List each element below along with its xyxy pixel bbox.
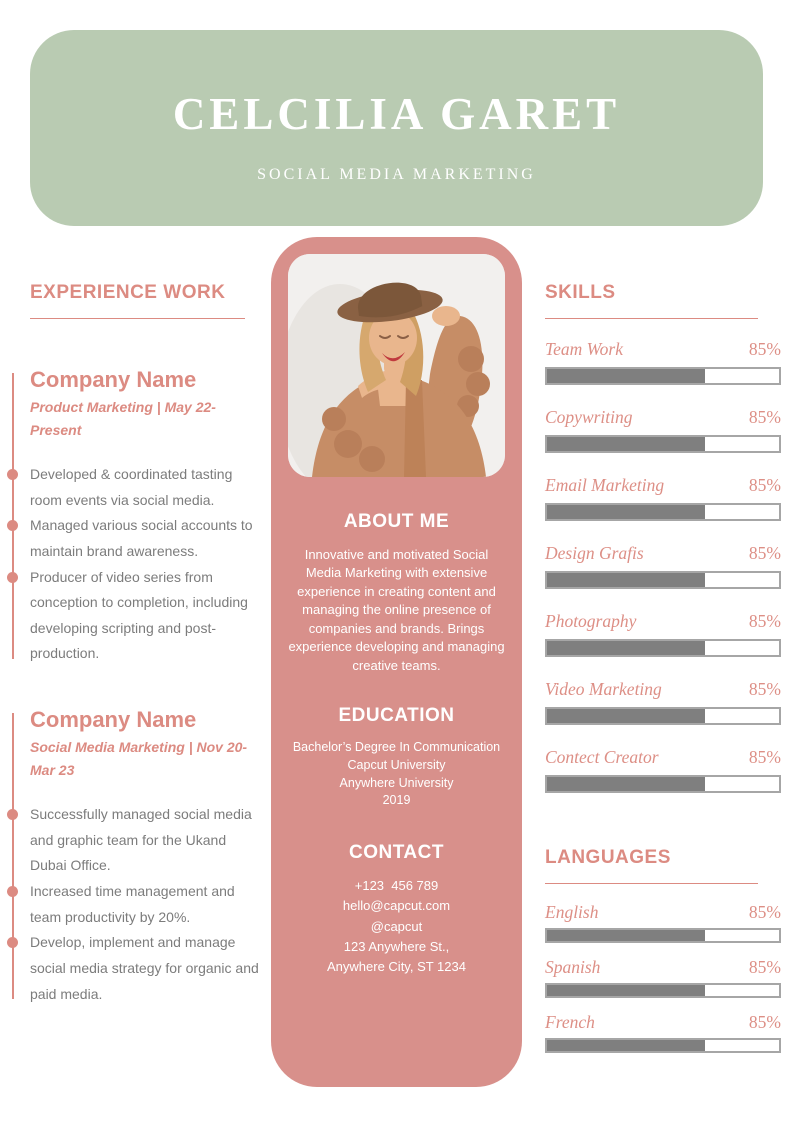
skill-percent: 85% [748, 679, 781, 699]
experience-bullet: Producer of video series from conception to completion, including developing scripting and post-production. [30, 565, 264, 667]
language-label: English [545, 902, 599, 922]
languages-section [545, 847, 781, 1053]
skill-row [545, 543, 781, 589]
education-title: EDUCATION [338, 705, 455, 727]
language-label: Spanish [545, 957, 601, 977]
contact-email: hello@capcut.com [342, 898, 451, 914]
language-percent: 85% [748, 957, 781, 977]
experience-bullet: Successfully managed social media and graphic team for the Ukand Dubai Office. [30, 802, 264, 879]
skill-bar-fill [547, 505, 705, 519]
experience-column [30, 282, 264, 1007]
skill-bar [545, 639, 781, 657]
contact-address-line2: Anywhere City, ST 1234 [327, 959, 466, 975]
job-entry [30, 707, 264, 1007]
skill-label: Video Marketing [545, 679, 662, 699]
languages-title: LANGUAGES [545, 847, 671, 868]
skill-label: Team Work [545, 339, 623, 359]
language-label: French [545, 1012, 595, 1032]
language-bar [545, 928, 781, 943]
skill-bar-fill [547, 573, 705, 587]
skill-label: Copywriting [545, 407, 633, 427]
skill-label: Email Marketing [545, 475, 665, 495]
language-bar-fill [547, 1040, 705, 1051]
experience-bullet: Develop, implement and manage social media strategy for organic and paid media. [30, 930, 264, 1007]
profile-panel [271, 237, 522, 1087]
education-lines [271, 739, 522, 810]
role-period: Product Marketing | May 22-Present [30, 399, 216, 439]
skill-bar-fill [547, 641, 705, 655]
skill-bar [545, 707, 781, 725]
experience-title: EXPERIENCE WORK [30, 282, 226, 303]
experience-bullet: Increased time management and team productivity by 20%. [30, 879, 264, 930]
language-bar [545, 1038, 781, 1053]
contact-address-line1: 123 Anywhere St., [343, 938, 450, 954]
skill-bar [545, 367, 781, 385]
experience-divider [30, 318, 245, 319]
skill-percent: 85% [748, 339, 781, 359]
skill-row [545, 611, 781, 657]
skill-row [545, 679, 781, 725]
education-degree: Bachelor’s Degree In Communication [292, 740, 501, 755]
timeline-line [12, 713, 14, 999]
job-entry [30, 367, 264, 667]
skill-label: Design Grafis [545, 543, 644, 563]
language-bar-fill [547, 985, 705, 996]
about-me-title: ABOUT ME [343, 511, 450, 532]
skill-bar-fill [547, 437, 705, 451]
skill-bar [545, 571, 781, 589]
language-row [545, 1012, 781, 1053]
contact-phone: +123 456 789 [354, 878, 439, 894]
skill-bar-fill [547, 777, 705, 791]
skill-bar [545, 775, 781, 793]
skill-bar-fill [547, 709, 705, 723]
language-row [545, 902, 781, 943]
skill-row [545, 339, 781, 385]
header-banner [30, 30, 763, 226]
education-university: Capcut University [347, 757, 446, 772]
skill-bar-fill [547, 369, 705, 383]
skill-row [545, 475, 781, 521]
skill-percent: 85% [748, 407, 781, 427]
person-name: CELCILIA GARET [172, 89, 621, 139]
skills-column [545, 282, 781, 1053]
language-bar [545, 983, 781, 998]
company-name: Company Name [30, 367, 197, 392]
language-row [545, 957, 781, 998]
experience-bullet: Managed various social accounts to maintain brand awareness. [30, 513, 264, 564]
job-bullet-list [30, 802, 264, 1007]
contact-lines [271, 876, 522, 977]
skill-percent: 85% [748, 611, 781, 631]
skill-label: Contect Creator [545, 747, 659, 767]
skills-divider [545, 318, 758, 319]
language-percent: 85% [748, 902, 781, 922]
profile-photo [288, 254, 505, 477]
role-period: Social Media Marketing | Nov 20-Mar 23 [30, 739, 248, 779]
experience-bullet: Developed & coordinated tasting room events via social media. [30, 462, 264, 513]
job-bullet-list [30, 462, 264, 667]
languages-divider [545, 883, 758, 884]
skill-row [545, 407, 781, 453]
skill-row [545, 747, 781, 793]
contact-title: CONTACT [349, 842, 444, 864]
education-year: 2019 [382, 793, 411, 808]
about-me-text: Innovative and motivated Social Media Marketing with extensive experience in creating content and managing the online presence of companies and brands. Brings experience developing and managing creative teams. [288, 547, 505, 673]
skill-percent: 85% [748, 475, 781, 495]
timeline-line [12, 373, 14, 659]
person-role-subtitle: SOCIAL MEDIA MARKETING [257, 166, 536, 183]
skill-percent: 85% [748, 747, 781, 767]
profile-photo-illustration [288, 254, 505, 477]
contact-handle: @capcut [370, 918, 423, 934]
language-percent: 85% [748, 1012, 781, 1032]
education-university: Anywhere University [339, 775, 454, 790]
skill-percent: 85% [748, 543, 781, 563]
skills-title: SKILLS [545, 282, 616, 303]
skill-bar [545, 435, 781, 453]
company-name: Company Name [30, 707, 197, 733]
skill-label: Photography [545, 611, 637, 631]
skill-bar [545, 503, 781, 521]
language-bar-fill [547, 930, 705, 941]
